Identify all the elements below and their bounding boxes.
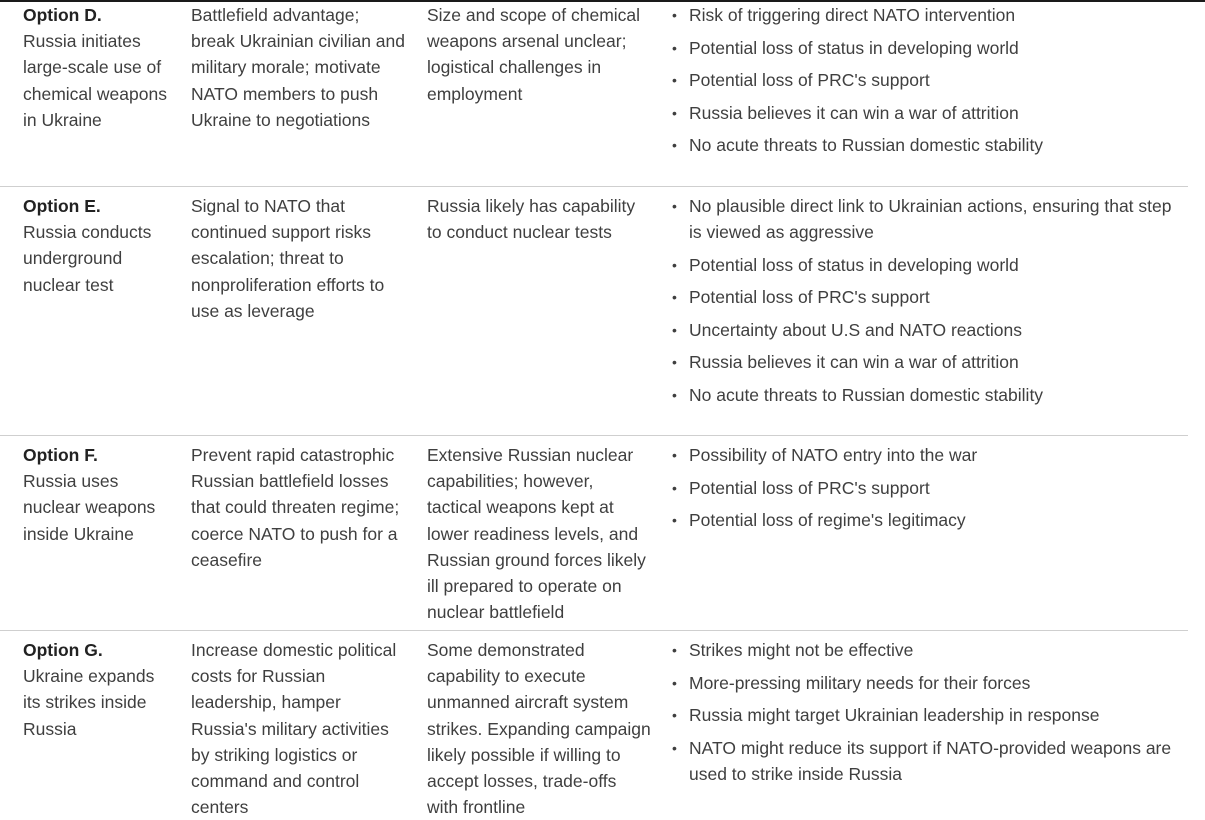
capability-cell: Russia likely has capability to conduct nuclear tests bbox=[427, 196, 636, 243]
list-item: • Risk of triggering direct NATO intervention bbox=[672, 2, 1182, 28]
list-item: • Potential loss of status in developing world bbox=[672, 35, 1182, 61]
option-description: Russia conducts underground nuclear test bbox=[23, 222, 152, 295]
list-item: • Strikes might not be effective bbox=[672, 637, 1182, 663]
table-row-option-g bbox=[0, 630, 1188, 820]
list-item: • Potential loss of PRC's support bbox=[672, 284, 1182, 310]
bullet-icon: • bbox=[672, 674, 677, 691]
bullet-icon: • bbox=[672, 72, 677, 88]
list-item: • More-pressing military needs for their forces bbox=[672, 670, 1182, 696]
bullet-icon: • bbox=[672, 739, 677, 756]
bullet-icon: • bbox=[672, 707, 677, 723]
table-row-option-d bbox=[0, 1, 1188, 186]
option-cell bbox=[23, 637, 173, 742]
list-item: • No plausible direct link to Ukrainian actions, ensuring that step is viewed as aggressive bbox=[672, 193, 1182, 245]
list-item: • Potential loss of PRC's support bbox=[672, 475, 1182, 501]
bullet-icon: • bbox=[672, 354, 677, 371]
bullet-icon: • bbox=[672, 137, 677, 153]
constraints-cell bbox=[672, 2, 1182, 165]
capability-cell: Size and scope of chemical weapons arsenal unclear; logistical challenges in employment bbox=[427, 5, 641, 104]
option-description: Russia uses nuclear weapons inside Ukraine bbox=[23, 471, 156, 544]
list-item: • Potential loss of PRC's support bbox=[672, 67, 1182, 93]
bullet-icon: • bbox=[672, 512, 677, 528]
list-item: • NATO might reduce its support if NATO-provided weapons are used to strike inside Russia bbox=[672, 735, 1182, 787]
bullet-icon: • bbox=[672, 386, 677, 403]
list-item: • Russia might target Ukrainian leadership in response bbox=[672, 702, 1182, 728]
bullet-icon: • bbox=[672, 321, 677, 338]
constraints-cell bbox=[672, 637, 1182, 793]
bullet-icon: • bbox=[672, 447, 677, 463]
list-item: • Russia believes it can win a war of attrition bbox=[672, 100, 1182, 126]
capability-cell: Some demonstrated capability to execute unmanned aircraft system strikes. Expanding campaign likely possible if willing to accept losses, trade-offs with frontline bbox=[427, 640, 651, 818]
objective-cell: Prevent rapid catastrophic Russian battlefield losses that could threaten regime; coerce NATO to push for a ceasefire bbox=[191, 445, 400, 570]
list-item: • Possibility of NATO entry into the war bbox=[672, 442, 1182, 468]
option-cell bbox=[23, 2, 173, 133]
option-label: Option F. bbox=[23, 445, 98, 465]
bullet-icon: • bbox=[672, 198, 677, 214]
option-description: Ukraine expands its strikes inside Russia bbox=[23, 666, 155, 739]
option-cell bbox=[23, 193, 173, 298]
list-item: • Russia believes it can win a war of attrition bbox=[672, 349, 1182, 375]
option-label: Option G. bbox=[23, 640, 103, 660]
list-item: • Potential loss of status in developing world bbox=[672, 252, 1182, 278]
option-label: Option E. bbox=[23, 196, 101, 216]
option-description: Russia initiates large-scale use of chemical weapons in Ukraine bbox=[23, 31, 167, 130]
constraints-cell bbox=[672, 442, 1182, 540]
objective-cell: Battlefield advantage; break Ukrainian civilian and military morale; motivate NATO members to push Ukraine to negotiations bbox=[191, 5, 405, 130]
list-item: • Uncertainty about U.S and NATO reactions bbox=[672, 317, 1182, 343]
objective-cell: Increase domestic political costs for Russian leadership, hamper Russia's military activities by striking logistics or command and control centers bbox=[191, 640, 397, 818]
bullet-icon: • bbox=[672, 256, 677, 273]
objective-cell: Signal to NATO that continued support risks escalation; threat to nonproliferation efforts to use as leverage bbox=[191, 196, 385, 321]
constraints-cell bbox=[672, 193, 1182, 414]
bullet-icon: • bbox=[672, 7, 677, 23]
table-row-option-e bbox=[0, 186, 1188, 436]
bullet-icon: • bbox=[672, 104, 677, 121]
bullet-icon: • bbox=[672, 289, 677, 306]
list-item: • No acute threats to Russian domestic stability bbox=[672, 132, 1182, 158]
table-row-option-f bbox=[0, 435, 1188, 631]
bullet-icon: • bbox=[672, 642, 677, 658]
bullet-icon: • bbox=[672, 39, 677, 56]
option-label: Option D. bbox=[23, 5, 102, 25]
option-cell bbox=[23, 442, 173, 547]
list-item: • No acute threats to Russian domestic stability bbox=[672, 382, 1182, 408]
list-item: • Potential loss of regime's legitimacy bbox=[672, 507, 1182, 533]
capability-cell: Extensive Russian nuclear capabilities; however, tactical weapons kept at lower readiness levels, and Russian ground forces likely ill prepared to operate on nuclear battlefield bbox=[427, 445, 646, 623]
bullet-icon: • bbox=[672, 479, 677, 496]
